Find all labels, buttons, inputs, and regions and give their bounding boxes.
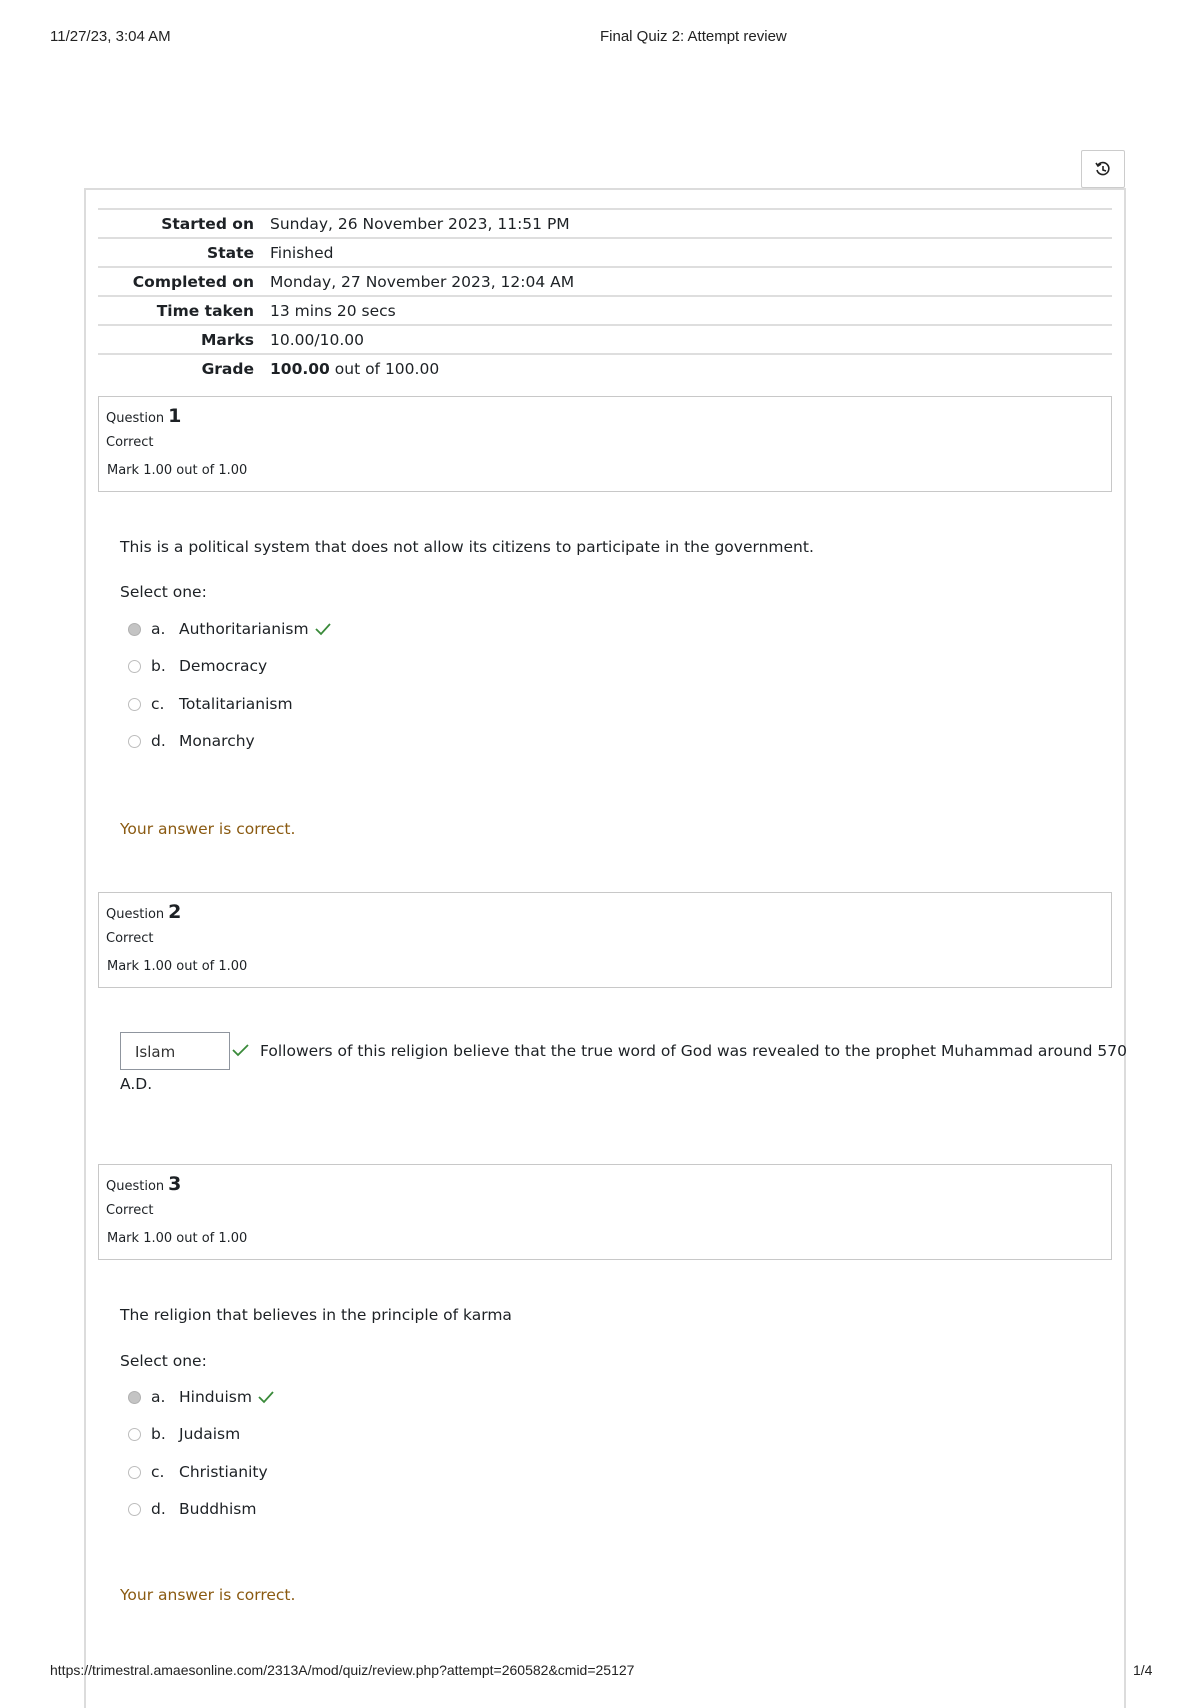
summary-row: [98, 354, 1112, 382]
option-text: Hinduism: [179, 1388, 252, 1406]
radio[interactable]: [128, 1428, 141, 1441]
option-text: Christianity: [179, 1463, 268, 1481]
radio-selected[interactable]: [128, 1391, 141, 1404]
summary-value: Monday, 27 November 2023, 12:04 AM: [270, 272, 575, 291]
summary-value: Sunday, 26 November 2023, 11:51 PM: [270, 214, 570, 233]
summary-value: 10.00/10.00: [270, 330, 364, 349]
question-text: The religion that believes in the principle of karma: [120, 1306, 512, 1324]
option-text: Judaism: [179, 1425, 241, 1443]
summary-label: State: [207, 243, 254, 262]
check-icon: [258, 1390, 274, 1404]
question-grade: Mark 1.00 out of 1.00: [107, 959, 248, 974]
summary-row: [98, 209, 1112, 238]
question-number: Question 1: [106, 405, 182, 427]
option-text: Monarchy: [179, 732, 255, 750]
select-one-prompt: Select one:: [120, 583, 207, 601]
question-number: Question 3: [106, 1173, 182, 1195]
question-info-1: [98, 396, 1112, 492]
attempt-summary-table: [98, 208, 1112, 382]
summary-label: Grade: [201, 359, 254, 378]
history-button[interactable]: [1081, 150, 1125, 188]
radio[interactable]: [128, 1466, 141, 1479]
answer-input[interactable]: Islam: [120, 1032, 230, 1070]
question-state: Correct: [106, 435, 154, 450]
check-icon: [315, 622, 331, 636]
print-date: 11/27/23, 3:04 AM: [50, 28, 171, 45]
summary-label: Started on: [161, 214, 254, 233]
radio[interactable]: [128, 698, 141, 711]
summary-label: Completed on: [132, 272, 254, 291]
question-state: Correct: [106, 931, 154, 946]
summary-row: [98, 325, 1112, 354]
select-one-prompt: Select one:: [120, 1352, 207, 1370]
summary-label: Time taken: [156, 301, 254, 320]
question-info-3: [98, 1164, 1112, 1260]
option-text: Totalitarianism: [179, 695, 293, 713]
answer-option[interactable]: d. Monarchy: [128, 730, 255, 752]
check-icon: [232, 1043, 250, 1057]
question-text-continued: A.D.: [120, 1075, 153, 1093]
answer-option[interactable]: b. Judaism: [128, 1423, 240, 1445]
option-text: Authoritarianism: [179, 620, 309, 638]
question-text: This is a political system that does not allow its citizens to participate in the government.: [120, 538, 814, 556]
grade-out-of: out of 100.00: [334, 359, 440, 378]
answer-feedback: Your answer is correct.: [120, 1586, 296, 1604]
radio[interactable]: [128, 1503, 141, 1516]
summary-value: Finished: [270, 243, 334, 262]
radio[interactable]: [128, 735, 141, 748]
summary-label: Marks: [200, 330, 254, 349]
question-number: Question 2: [106, 901, 182, 923]
print-header: [0, 28, 1200, 50]
option-text: Buddhism: [179, 1500, 257, 1518]
radio-selected[interactable]: [128, 623, 141, 636]
grade-score: 100.00: [270, 359, 330, 378]
radio[interactable]: [128, 660, 141, 673]
history-icon: [1094, 160, 1112, 178]
question-grade: Mark 1.00 out of 1.00: [107, 1231, 248, 1246]
answer-option[interactable]: a. Hinduism: [128, 1386, 274, 1408]
summary-row: [98, 267, 1112, 296]
answer-option[interactable]: d. Buddhism: [128, 1498, 256, 1520]
answer-option[interactable]: c. Christianity: [128, 1461, 268, 1483]
summary-value: 13 mins 20 secs: [270, 301, 396, 320]
answer-option[interactable]: b. Democracy: [128, 655, 267, 677]
question-text: Followers of this religion believe that the true word of God was revealed to the prophet Muhammad around 570: [260, 1042, 1127, 1060]
option-text: Democracy: [179, 657, 268, 675]
answer-feedback: Your answer is correct.: [120, 820, 296, 838]
summary-value: [270, 354, 1112, 382]
print-title: Final Quiz 2: Attempt review: [600, 28, 787, 45]
summary-row: [98, 238, 1112, 267]
summary-row: [98, 296, 1112, 325]
question-info-2: [98, 892, 1112, 988]
question-state: Correct: [106, 1203, 154, 1218]
answer-option[interactable]: c. Totalitarianism: [128, 693, 293, 715]
print-footer: [0, 1662, 1200, 1684]
page-number: 1/4: [1133, 1662, 1153, 1678]
print-url: https://trimestral.amaesonline.com/2313A/mod/quiz/review.php?attempt=260582&cmid=25127: [50, 1662, 635, 1678]
question-grade: Mark 1.00 out of 1.00: [107, 463, 248, 478]
answer-option[interactable]: a. Authoritarianism: [128, 618, 331, 640]
